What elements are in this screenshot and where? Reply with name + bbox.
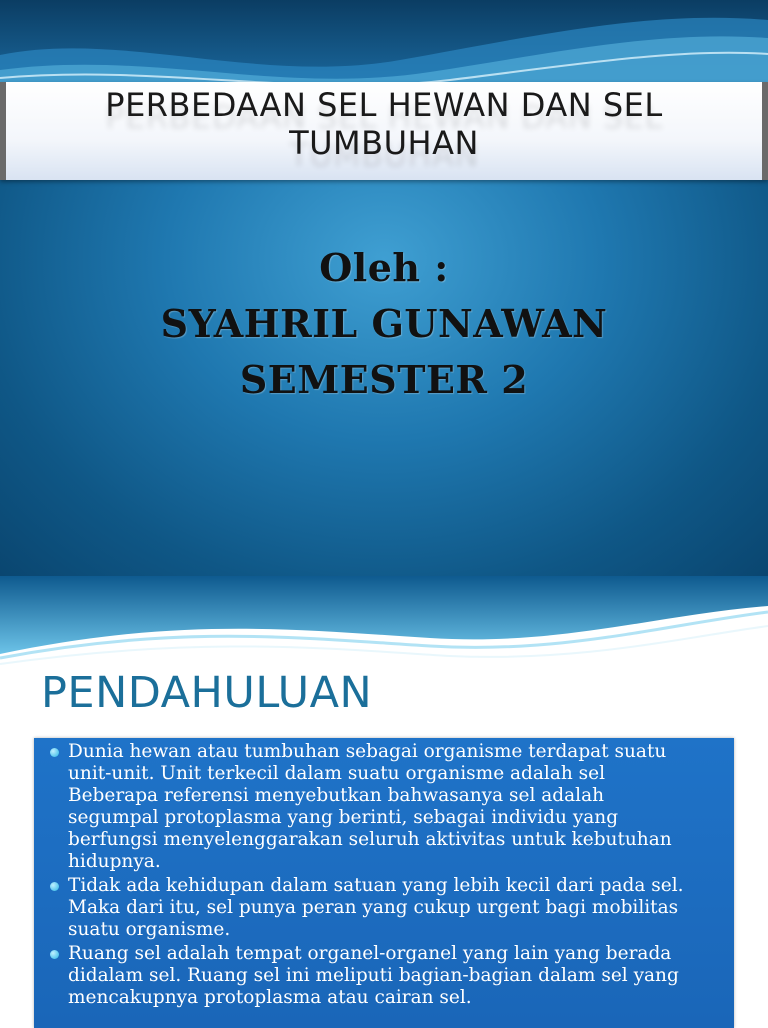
author-name: SYAHRIL GUNAWAN (160, 301, 608, 346)
title-line-2: TUMBUHAN (289, 124, 479, 162)
section-heading: PENDAHULUAN (41, 668, 373, 718)
by-label: Oleh : (319, 245, 449, 290)
bullet-line: unit-unit. Unit terkecil dalam suatu organisme adalah sel (68, 763, 606, 784)
bullet-line: Dunia hewan atau tumbuhan sebagai organisme terdapat suatu (68, 741, 667, 762)
slide-title (0, 86, 768, 162)
byline (0, 240, 768, 408)
title-line-1: PERBEDAAN SEL HEWAN DAN SEL (105, 86, 663, 124)
bullet-line: segumpal protoplasma yang berinti, sebagai individu yang (68, 807, 619, 828)
bullet-line: Tidak ada kehidupan dalam satuan yang lebih kecil dari pada sel. (68, 875, 684, 896)
bullet-line: mencakupnya protoplasma atau cairan sel. (68, 987, 472, 1008)
bullet-icon (50, 882, 59, 891)
wave-decoration-mid (0, 576, 768, 666)
bullet-line: suatu organisme. (68, 919, 231, 940)
bullet-line: Ruang sel adalah tempat organel-organel yang lain yang berada (68, 943, 672, 964)
list-item (48, 943, 738, 1009)
list-item (48, 875, 738, 941)
bullet-line: Beberapa referensi menyebutkan bahwasanya sel adalah (68, 785, 605, 806)
bullet-line: Maka dari itu, sel punya peran yang cukup urgent bagi mobilitas (68, 897, 679, 918)
bullet-icon (50, 950, 59, 959)
bullet-line: berfungsi menyelenggarakan seluruh aktivitas untuk kebutuhan (68, 829, 672, 850)
bullet-list (48, 741, 738, 1011)
bullet-line: didalam sel. Ruang sel ini meliputi bagian-bagian dalam sel yang (68, 965, 679, 986)
bullet-line: hidupnya. (68, 851, 161, 872)
bullet-icon (50, 748, 59, 757)
list-item (48, 741, 738, 873)
wave-decoration-top (0, 0, 768, 90)
semester-label: SEMESTER 2 (239, 357, 529, 402)
